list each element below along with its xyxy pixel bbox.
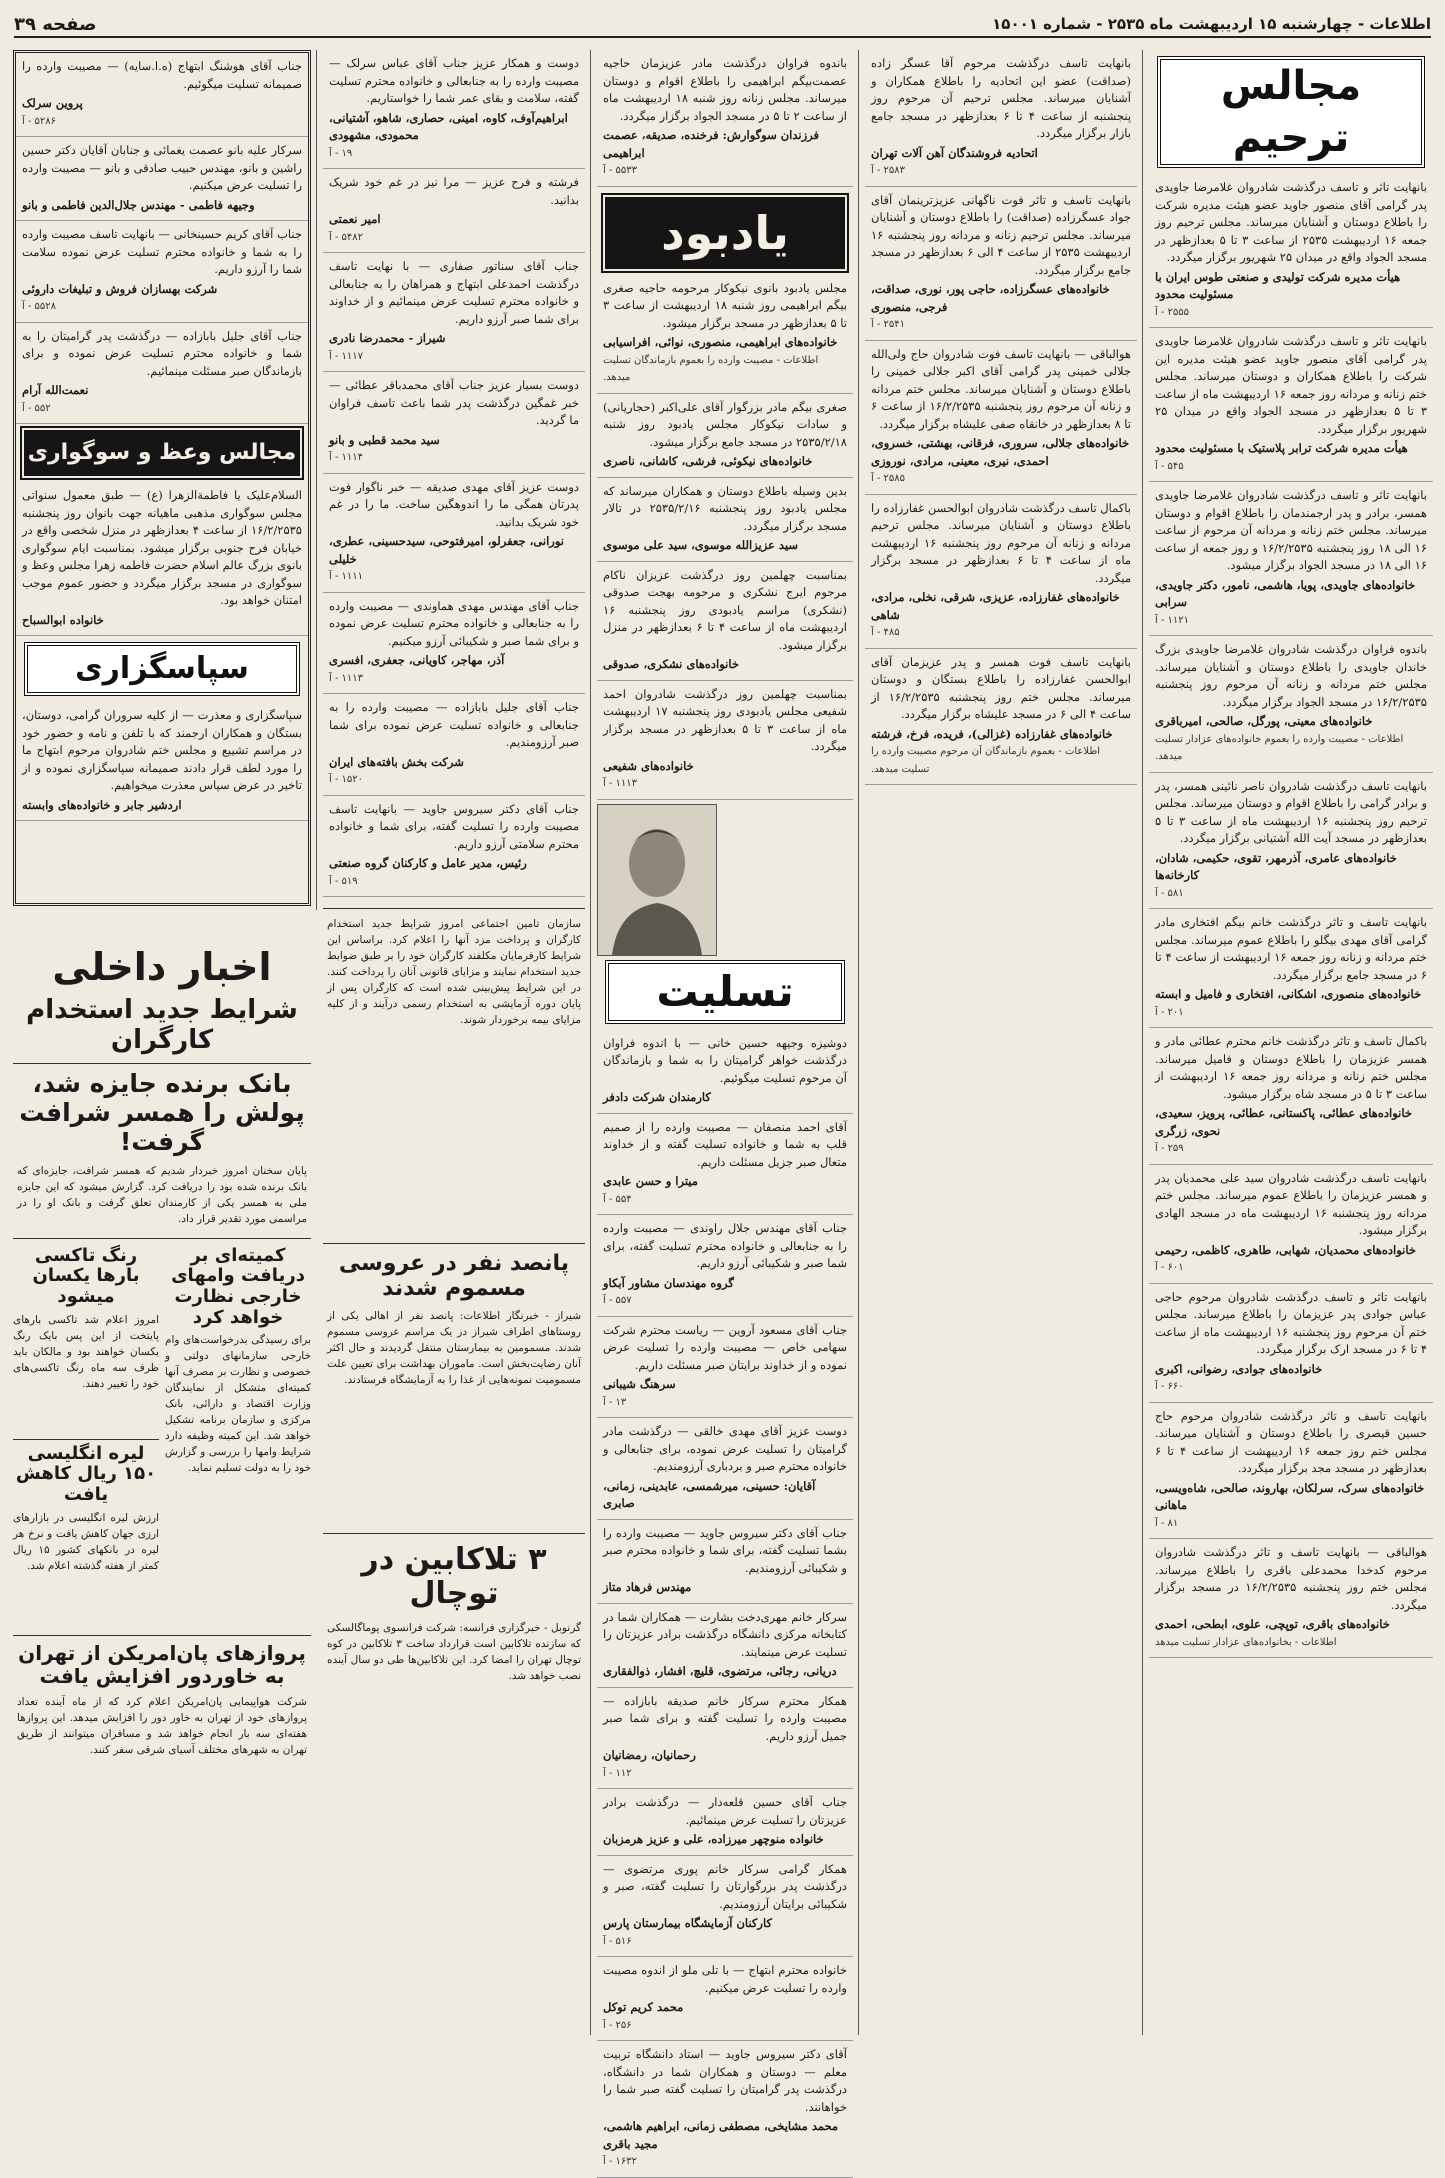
notice-code: ۲۵۸۳ - آ <box>871 165 905 176</box>
notice-code: ۵۵۷ - آ <box>603 1295 632 1306</box>
yadbood-list <box>597 275 853 800</box>
notice-text: صغری بیگم مادر بزرگوار آقای علی‌اکبر (حجاریانی) و سادات نیکوکار مجلس یادبود روز شنبه ۲۵۳۵/۲/۱۸ در مسجد جامع برگزار میشود. <box>603 399 847 449</box>
notice-text: بدین وسیله باطلاع دوستان و همکاران میرساند که مجلس یادبود روز پنجشنبه ۲۵۳۵/۲/۱۶ در تالار مسجد برگزار میگردد. <box>603 483 847 533</box>
rang-news: رنگ تاکسی بارها یکسان میشود امروز اعلام شد تاکسی بارهای پایتخت از این پس بایک رنگ یکسان خواهند بود و مالکان باید ظرف سه ماه رنگ تاکسی‌های خود را تغییر دهند. لیره انگلیسی ۱۵۰ ریال کاهش یافت ارزش لیره انگلیسی در بازارهای ارزی جهان کاهش یافت و نرخ هر لیره در بانکهای کشور ۱۵ ریال کمتر از هفته گذشته اعلام شد. <box>13 1244 159 1572</box>
notice-text: بانهایت تاثر و تاسف درگذشت شادروان غلامرضا جاویدی پدر گرامی آقای منصور جاوید عضو هیئت مدیره شرکت را باطلاع دوستان و آشنایان میرساند. مجلس ترحیم روز جمعه ۱۶ اردیبهشت ۲۵۳۵ از ساعت ۳ تا ۵ بعدازظهر در مسجد الجواد واقع در میدان ۲۵ شهریور برگزار میگردد. <box>1155 180 1427 264</box>
masthead-date-issue: اطلاعات - چهارشنبه ۱۵ اردیبهشت ماه ۲۵۳۵ - شماره ۱۵۰۰۱ <box>992 15 1431 33</box>
condolence-notice <box>597 1688 853 1790</box>
memorial-notice <box>597 562 853 681</box>
obituary-notice <box>865 341 1137 495</box>
notice-text: جناب آقای جلیل بابازاده — درگذشت پدر گرامیتان را به شما و خانواده محترم تسلیت عرض نموده و برای بازماندگان صبر مسئلت مینمائیم. <box>22 328 302 378</box>
notice-signature: وجیهه فاطمی - مهندس جلال‌الدین فاطمی و بانو <box>22 197 255 212</box>
notice-text: آقای دکتر سیروس جاوید — استاد دانشگاه تربیت معلم — دوستان و همکاران شما در دانشگاه، درگذشت پدر گرامیتان را تسلیت گفته صبر شما را خواهانند. <box>603 2047 847 2114</box>
notice-signature: خانواده‌های نشکری، صدوقی <box>603 657 739 671</box>
notice-signature: امیر نعمتی <box>329 212 381 226</box>
notice-text: بانهایت تاسف درگذشت مرحوم آقا عسگر زاده (صداقت) عضو این اتحادیه را باطلاع همکاران و آشنایان میرساند. مجلس ترحیم آن مرحوم روز پنجشنبه از ساعت ۴ تا ۶ بعدازظهر در مسجد جامع بازار برگزار میگردد. <box>871 56 1132 140</box>
notice-signature: گروه مهندسان مشاور آبکاو <box>603 1275 734 1290</box>
condolence-notice <box>323 372 585 474</box>
notice-text: جناب آقای حسین قلعه‌دار — درگذشت برادر عزیزتان را تسلیت عرض مینمائیم. <box>603 1795 847 1827</box>
condolence-notice <box>597 1114 853 1216</box>
condolence-notice <box>597 1604 853 1688</box>
notice-text: جناب آقای دکتر سیروس جاوید — مصیبت وارده را بشما تسلیت گفته، برای شما و خانواده محترم صبر و شکیبائی آرزومندیم. <box>603 1525 847 1575</box>
notice-signature: خانواده‌های غفارزاده (غزالی)، فریده، فرخ، فرشته <box>871 726 1113 741</box>
notice-code: ۵۸۱ - آ <box>1155 887 1184 899</box>
notice-code: ۵۱۶ - آ <box>603 1935 632 1947</box>
notice-text: بانهایت تاسف فوت همسر و پدر عزیزمان آقای ابوالحسن غفارزاده را باطلاع بستگان و دوستان میرساند. مجلس ختم روز پنجشنبه ۱۶/۲/۲۵۳۵ از ساعت ۴ الی ۶ در مسجد علیشاه برگزار میگردد. <box>871 654 1131 721</box>
obituary-notice <box>1149 328 1433 482</box>
notice-text: همکار محترم سرکار خانم صدیقه بابازاده — مصیبت وارده را تسلیت گفته و برای شما صبر جمیل آرزو داریم. <box>603 1693 847 1743</box>
notice-signature: خانواده‌های غفارزاده، عزیزی، شرقی، نخلی، مرادی، شاهی <box>871 590 1120 622</box>
notice-text: بانهایت تاسف و تاثر درگذشت خانم بیگم افتخاری مادر گرامی آقای مهدی بیگلو را باطلاع عموم میرساند. مجلس ختم مردانه و زنانه روز جمعه ۱۶ اردیبهشت از ساعت ۴ تا ۶ در مسجد جامع برگزار میگردد. <box>1155 915 1427 982</box>
obituary-notice <box>1149 1028 1433 1165</box>
parvaz-headline: پروازهای پان‌امریکن از تهران به خاوردور افزایش یافت <box>18 1641 306 1689</box>
masthead <box>14 12 1431 38</box>
obituary-notice <box>1149 1539 1433 1658</box>
notice-text: جناب آقای مهندس مهدی هماوندی — مصیبت وارده را به جنابعالی و خانواده محترم تسلیت عرض نموده و برای شما صبر و شکیبائی آرزو میکنیم. <box>329 598 579 648</box>
page-number: صفحه ۳۹ <box>14 13 97 35</box>
notice-text: سرکار خانم مهری‌دخت بشارت — همکاران شما در کتابخانه مرکزی دانشگاه درگذشت برادر عزیزتان را تسلیت عرض مینمایند. <box>603 1609 847 1659</box>
condolence-notice <box>323 593 585 695</box>
notice-code: ۱۳ - آ <box>603 1396 627 1408</box>
pansad-body: شیراز - خبرنگار اطلاعات: پانصد نفر از اهالی یکی از روستاهای اطراف شیراز در یک مراسم عروسی مسموم شدند. مسمومین به بیمارستان منتقل گردیدند و حال اکثر آنان رضایت‌بخش است. ماموران بهداشت برای تعیین علت مسمومیت نمونه‌هایی از غذا را به آزمایشگاه فرستادند. <box>327 1309 581 1386</box>
obituary-notice <box>1149 773 1433 910</box>
notice-code: ۱۱۲۱ - آ <box>1155 614 1189 626</box>
column-5 <box>13 50 311 2035</box>
condolence-notice <box>16 221 308 323</box>
notice-signature: خانواده‌های نیکوئی، فرشی، کاشانی، ناصری <box>603 454 813 468</box>
notice-code: ۵۵۲ - آ <box>22 402 51 414</box>
sepasgozari-banner: سپاسگزاری <box>24 642 300 696</box>
notice-signature: سرهنگ شیبانی <box>603 1377 676 1391</box>
notice-text: بمناسبت چهلمین روز درگذشت عزیزان ناکام مرحوم ایرج نشکری و مرحومه بهجت صدوقی (نشکری) مراسم یادبودی روز پنجشنبه ۱۶ اردیبهشت ماه از ساعت ۴ تا ۶ بعدازظهر در منزل برگزار میشود. <box>603 567 848 652</box>
notice-signature: مهندس فرهاد متاز <box>603 1580 692 1594</box>
obituary-notice <box>1149 1284 1433 1403</box>
notice-text: مجلس یادبود بانوی نیکوکار مرحومه حاجیه صغری بیگم ابراهیمی روز شنبه ۱۸ اردیبهشت از ساعت ۳ تا ۵ بعدازظهر در مسجد برگزار میشود. <box>603 280 848 330</box>
notice-signature: خانواده‌های جاویدی، پویا، هاشمی، نامور، دکتر جاویدی، سرابی <box>1155 577 1416 609</box>
notice-text: هوالباقی — بانهایت تاسف و تاثر درگذشت شادروان مرحوم کدخدا محمدعلی باقری را باطلاع میرساند. مجلس ختم روز پنجشنبه ۱۶/۲/۲۵۳۵ در مسجد برگزار میگردد. <box>1155 1545 1428 1612</box>
notice-text: بانهایت تاسف درگذشت شادروان سید علی محمدیان پدر و همسر عزیزمان را باطلاع عموم میرساند. مجلس ختم مردانه روز پنجشنبه ۱۶ اردیبهشت ماه در مسجد الهادی برگزار میشود. <box>1155 1170 1427 1237</box>
obituary-notice <box>865 495 1137 649</box>
parvaz-body: شرکت هواپیمایی پان‌امریکن اعلام کرد که از ماه آینده تعداد پروازهای خود از تهران به خاور دور را افزایش میدهد. این پروازها هفته‌ای سه بار انجام خواهد شد و مسافران میتوانند از طریق تهران به شهرهای مختلف آسیای شرقی سفر کنند. <box>17 1696 307 1757</box>
column-1 <box>1149 50 1433 2035</box>
condolence-notice <box>597 1418 853 1520</box>
notice-text: بمناسبت چهلمین روز درگذشت شادروان احمد شفیعی مجلس یادبودی روز پنجشنبه ۱۷ اردیبهشت ماه از ساعت ۳ تا ۵ بعدازظهر در مسجد برگزار میگردد. <box>603 686 848 753</box>
notice-text: سرکار علیه بانو عصمت یغمائی و جنابان آقایان دکتر حسین راشین و بانو، مهندس حبیب صادقی و بانو — مصیبت وارده را تسلیت عرض میکنیم. <box>22 143 302 192</box>
notice-code: ۱۱۱۳ - آ <box>603 778 637 789</box>
notice-signature: خانواده‌های منصوری، اشکانی، افتخاری و فامیل و ابسته <box>1155 987 1422 1001</box>
notice-signature: اتحادیه فروشندگان آهن آلات تهران <box>871 145 1038 160</box>
notice-code: ۲۵۶ - آ <box>603 2019 632 2031</box>
memorial-notice <box>597 275 853 394</box>
notice-signature: نعمت‌الله آرام <box>22 383 89 397</box>
notice-text: باکمال تاسف و تاثر درگذشت خانم محترم عطائی مادر و همسر عزیزمان را باطلاع دوستان و فامیل میرساند. مجلس ختم زنانه و مردانه روز جمعه ۱۶ اردیبهشت از ساعت ۳ تا ۵ در مسجد شاه برگزار میشود. <box>1155 1034 1427 1101</box>
notice-code: ۵۴۵ - آ <box>1155 460 1184 472</box>
notice-code: ۵۵۴ - آ <box>603 1193 632 1205</box>
obituary-notice <box>1149 636 1433 773</box>
sepas-notice: سپاسگزاری و معذرت — از کلیه سروران گرامی، دوستان، بستگان و همکاران ارجمند که با تلفن و نامه و حضور خود در مراسم تشییع و مجلس ختم شادروان مرحوم ابتهاج ما را مورد لطف قرار دادند صمیمانه سپاسگزاری نموده و از تاخیر در عرض سپاس معذرت میخواهیم. اردشیر جابر و خانواده‌های وابسته <box>16 702 308 821</box>
notice-signature: خانواده‌های عسگرزاده، حاجی پور، نوری، صداقت، فرجی، منصوری <box>871 282 1110 314</box>
notice-code: ۱۱۲ - آ <box>603 1767 632 1779</box>
notice-text: جناب آقای دکتر سیروس جاوید — بانهایت تاسف مصیبت وارده را تسلیت گفته، برای شما و خانواده محترم سلامتی آرزو داریم. <box>329 801 579 851</box>
pansad-headline: پانصد نفر در عروسی مسموم شدند <box>338 1251 570 1302</box>
obituary-notice <box>1149 482 1433 636</box>
obituary-notice <box>865 50 1137 187</box>
condolence-notice <box>323 50 585 169</box>
bank-headline: بانک برنده جایزه شد، پولش را همسر شرافت گرفت! <box>19 1069 305 1156</box>
notice-text: دوست عزیز آقای مهدی خالقی — درگذشت مادر گرامیتان را تسلیت عرض نموده، برای جنابعالی و خانواده محترم صبر و بردباری آرزومندیم. <box>603 1424 847 1473</box>
notice-code: ۱۱۱۱ - آ <box>329 571 363 582</box>
notice-code: ۲۵۴۱ - آ <box>871 319 905 330</box>
notice-signature: خانواده‌های عطائی، پاکستانی، عطائی، پرویز، سعیدی، نحوی، زرگری <box>1155 1106 1412 1138</box>
condolence-notice <box>16 323 308 425</box>
condolence-notice <box>597 2041 853 2178</box>
notice-code: ۱۶۳۲ - آ <box>603 2156 637 2167</box>
memorial-notice <box>597 394 853 478</box>
notice-signature: خانواده‌های معینی، پورگل، صالحی، امیرباقری <box>1155 714 1373 728</box>
notice-signature: خانواده‌های محمدیان، شهابی، طاهری، کاظمی، رحیمی <box>1155 1242 1416 1257</box>
condolence-notice <box>323 796 585 898</box>
notice-code: اطلاعات - مصیبت وارده را بعموم خانواده‌های عزادار تسلیت میدهد. <box>1155 733 1404 762</box>
hiring-headline: شرایط جدید استخدام کارگران <box>26 994 298 1055</box>
condolence-notice <box>323 694 585 796</box>
notice-text: بانهایت تاثر و تاسف درگذشت شادروان غلامرضا جاویدی همسر، برادر و پدر ارجمندمان را باطلاع اقوام و دوستان میرساند. مجلس ختم زنانه و مردانه آن مرحوم از ساعت ۱۶ الی ۱۸ روز پنجشنبه ۱۶/۲/۲۵۳۵ و روز جمعه از ساعت ۱۶ الی ۱۸ در مسجد الجواد برگزار میشود. <box>1155 488 1427 572</box>
notice-text: بانهایت تاسف درگذشت شادروان ناصر نائینی همسر، پدر و برادر گرامی را باطلاع اقوام و دوستان میرساند. مجلس ترحیم روز پنجشنبه ۱۶ اردیبهشت ماه از ساعت ۳ تا ۵ بعدازظهر در مسجد آیت الله آشتیانی برگزار میگردد. <box>1155 778 1427 845</box>
notice-code: ۱۱۱۷ - آ <box>329 350 363 362</box>
obituary-notice <box>865 187 1137 341</box>
notice-code: ۲۵۸۵ - آ <box>871 473 905 484</box>
portrait-image <box>598 805 716 955</box>
notice-signature: محمد کریم توکل <box>603 2000 684 2014</box>
yadbood-banner: یادبود <box>605 197 845 269</box>
notice-signature: خانواده منوچهر میرزاده، علی و عزیز هرمزبان <box>603 1832 824 1846</box>
vaz-banner: مجالس وعظ و سوگواری <box>24 430 300 476</box>
notice-code: ۱۹ - آ <box>329 147 353 159</box>
notice-signature: هیأت مدیره شرکت ترابر پلاستیک با مسئولیت محدود <box>1155 441 1408 455</box>
column-2 <box>865 50 1137 2035</box>
notice-text: جناب آقای سناتور صفاری — با نهایت تاسف درگذشت احمدعلی ابتهاج و همراهان را به جنابعالی و خانواده محترم تسلیت عرض مینمائیم و از خداوند برای شما صبر آرزو داریم. <box>329 259 579 326</box>
notice-text: جناب آقای مهندس جلال راوندی — مصیبت وارده را به جنابعالی و خانواده محترم تسلیت گفته، برای شما صبر و شکیبائی آرزو داریم. <box>603 1221 847 1270</box>
notice-text: بانهایت تاسف و تاثر فوت ناگهانی عزیزترینمان آقای جواد عسگرزاده (صداقت) را باطلاع دوستان و آشنایان میرساند. مجلس ترحیم زنانه و مردانه روز پنجشنبه ۱۶ اردیبهشت ۲۵۳۵ از ساعت ۴ الی ۶ بعدازظهر در مسجد جامع برگزار میگردد. <box>871 192 1131 277</box>
notice-code: ۱۵۲۰ - آ <box>329 774 363 785</box>
obituary-notice <box>1149 1165 1433 1284</box>
notice-text: جناب آقای جلیل بابازاده — مصیبت وارده را به جنابعالی و خانواده تسلیت عرض نموده برای شما صبر آرزومندیم. <box>329 700 579 749</box>
memorial-notice <box>597 681 853 800</box>
notice-signature: آذر، مهاجر، کاویانی، جعفری، افسری <box>329 653 505 667</box>
notice-code: ۱۱۱۴ - آ <box>329 452 363 463</box>
col4-notices <box>323 50 585 905</box>
condolence-notice <box>597 1520 853 1604</box>
notice-text: دوست بسیار عزیز جناب آقای محمدباقر عطائی — خبر غمگین درگذشت پدر شما باعث تاسف فراوان ما گردید. <box>329 378 579 427</box>
condolence-notice <box>323 169 585 253</box>
column-3 <box>597 50 853 2167</box>
memorial-notice <box>597 478 853 562</box>
akhbar-dakheli-title: اخبار داخلی <box>52 945 272 989</box>
lower-news-row <box>13 1242 311 1633</box>
notice-signature: محمد مشایخی، مصطفی زمانی، ابراهیم هاشمی، مجید باقری <box>603 2119 839 2151</box>
notice-signature: آقایان: حسینی، میرشمسی، عابدینی، زمانی، صابری <box>603 1478 816 1510</box>
notice-code: اطلاعات - بعموم بازماندگان آن مرحوم مصیبت وارده را تسلیت میدهد. <box>871 746 1101 775</box>
notice-text: همکار گرامی سرکار خانم پوری مرتضوی — درگذشت پدر بزرگوارتان را تسلیت گفته، صبر و شکیبائی برایتان آرزومندیم. <box>603 1861 847 1911</box>
condolence-notice <box>597 1957 853 2041</box>
notice-signature: ابراهیم‌آوف، کاوه، امینی، حصاری، شاهو، آشتیانی، محمودی، مشهودی <box>329 110 568 142</box>
condolence-notice <box>597 1215 853 1317</box>
column-4 <box>323 50 585 2035</box>
condolence-notice <box>597 1317 853 1419</box>
condolence-notice <box>323 474 585 593</box>
notice-text: باکمال تاسف درگذشت شادروان ابوالحسن غفارزاده را باطلاع دوستان و آشنایان میرساند. مجلس ترحیم مردانه و زنانه آن مرحوم روز پنجشنبه ۱۶ اردیبهشت ماه از ساعت ۴ تا ۶ بعدازظهر در مسجد برگزار میگردد. <box>871 500 1132 585</box>
notice-signature: سید محمد قطبی و بانو <box>329 432 440 447</box>
bank-body: پایان سخنان امروز خبردار شدیم که همسر شرافت، جایزه‌ای که بانک برنده شده بود را دریافت کرد. گزارش میشود که این جایزه ملی به همسر یکی از کارمندان تعلق گرفت و بانک او را در مراسمی مورد تقدیر قرار داد. <box>17 1164 307 1225</box>
notice-signature: کارمندان شرکت دادفر <box>603 1090 711 1104</box>
notice-text: جناب آقای هوشنگ ابتهاج (ه.ا.سایه) — مصیبت وارده را صمیمانه تسلیت میگوئیم. <box>22 59 302 91</box>
notice-code: اطلاعات - بخانواده‌های عزادار تسلیت میدهد <box>1155 1636 1337 1648</box>
talabin-headline: ۳ تلاکابین در توچال <box>361 1541 547 1612</box>
notice-text: فرشته و فرح عزیز — مرا نیز در غم خود شریک بدانید. <box>329 175 579 207</box>
notice-signature: شرکت بهسازان فروش و تبلیغات داروئی <box>22 281 218 296</box>
obituary-notice <box>1149 1403 1433 1540</box>
notice-signature: سید عزیزالله موسوی، سید علی موسوی <box>603 538 799 552</box>
notice-text: بانهایت تاسف و تاثر درگذشت شادروان مرحوم حاج حسین قیصری را باطلاع دوستان و آشنایان میرساند. مجلس ختم روز جمعه ۱۶ اردیبهشت از ساعت ۴ تا ۶ بعدازظهر در مسجد مجد برگزار میگردد. <box>1155 1408 1427 1475</box>
left-framed-box <box>13 50 311 906</box>
notice-signature: هیأت مدیره شرکت تولیدی و صنعتی طوس ایران با مسئولیت محدود <box>1155 269 1401 301</box>
notice-signature: خانواده‌های جوادی، رضوانی، اکبری <box>1155 1361 1323 1376</box>
notice-code: ۶۰۱ - آ <box>1155 1262 1184 1273</box>
notice-text: باندوه فراوان درگذشت شادروان غلامرضا جاویدی بزرگ خاندان جاویدی را باطلاع دوستان و آشنایان میرساند. مجلس ختم مردانه و زنانه آن مرحوم روز پنجشنبه ۱۶/۲/۲۵۳۵ در مسجد الجواد برگزار میگردد. <box>1155 642 1427 709</box>
notice-code: ۱۱۱۳ - آ <box>329 672 363 684</box>
condolence-notice <box>597 1789 853 1856</box>
notice-code: ۵۲۸۶ - آ <box>22 115 56 127</box>
notice-code: ۵۵۲۸ - آ <box>22 301 56 312</box>
notice-signature: خانواده‌های ابراهیمی، منصوری، نوائی، افراسیابی <box>603 335 838 349</box>
notice-code: ۵۱۹ - آ <box>329 875 358 887</box>
notice-signature: خانواده‌های جلالی، سروری، فرقانی، بهشتی، خسروی، احمدی، نیری، معینی، مرادی، نوروزی <box>871 436 1130 468</box>
notice-code: اطلاعات - مصیبت وارده را بعموم بازماندگان تسلیت میدهد. <box>603 354 819 383</box>
notice-signature: میترا و حسن عابدی <box>603 1174 698 1188</box>
notice-signature: پروین سرلک <box>22 96 83 110</box>
notice-signature: رحمانیان، رمضانیان <box>603 1748 696 1762</box>
talabin-body: گرنوبل - خبرگزاری فرانسه: شرکت فرانسوی پوما‌گالسکی که سازنده تلاکابین است قرارداد ساخت ۳ تلاکابین در کوه توچال تهران را امضا کرد. این تلاکابین‌ها طی دو سال آینده نصب خواهد شد. <box>327 1621 581 1682</box>
obituary-notice <box>1149 909 1433 1028</box>
notice-code: ۵۴۸۲ - آ <box>329 231 363 243</box>
condolence-notice <box>16 53 308 137</box>
notice-text: خانواده محترم ابتهاج — با تلی ملو از اندوه مصیبت وارده را تسلیت عرض میکنیم. <box>603 1963 847 1995</box>
notice-code: ۶۶۰ - آ <box>1155 1381 1184 1392</box>
tasliat-list <box>597 1030 853 2178</box>
col5-top-notices <box>16 53 308 424</box>
notice-text: بانهایت تاثر و تاسف درگذشت شادروان غلامرضا جاویدی پدر گرامی آقای منصور جاوید عضو هیئت مدیره این شرکت را باطلاع همکاران و دوستان میرساند. مجلس ختم زنانه و مردانه روز جمعه ۱۶ اردیبهشت ماه از ساعت ۳ تا ۵ بعدازظهر در مسجد الجواد واقع در میدان ۲۵ شهریور برگزار میگردد. <box>1155 334 1428 436</box>
notice-signature: نورانی، جعفرلو، امیرفتوحی، سیدحسینی، عطری، خلیلی <box>329 534 564 566</box>
obituary-notice <box>1149 174 1433 328</box>
majales-tarhim-banner: مجالس ترحیم <box>1157 56 1425 168</box>
notice-code: ۴۸۵ - آ <box>871 627 900 638</box>
condolence-notice <box>16 137 308 221</box>
vaz-notice: السلام‌علیک یا فاطمة‌الزهرا (ع) — طبق معمول سنواتی مجلس سوگواری مذهبی ماهیانه جهت بانوان روز پنجشنبه ۱۶/۲/۲۵۳۵ از ساعت ۴ بعدازظهر در منزل شخصی واقع در خیابان فرح جنوبی برگزار میشود. بمناسبت ایام سوگواری بانوی بزرگ عالم اسلام حضرت فاطمه زهرا مجلس وعظ و سوگواری در مسجد برگزار میگردد و حضور عموم موجب امتنان خواهد بود. خانواده ابوالسباح <box>16 482 308 636</box>
notice-signature: خانواده‌های باقری، توپچی، علوی، ابطحی، احمدی <box>1155 1617 1390 1631</box>
notice-code: ۲۰۱ - آ <box>1155 1006 1184 1018</box>
notice-signature: شیراز - محمدرضا نادری <box>329 331 446 345</box>
portrait-photo <box>597 804 717 956</box>
kamite-news: کمیته‌ای بر دریافت وامهای خارجی نظارت خواهد کرد برای رسیدگی بدرخواست‌های وام خارجی سازمانهای دولتی و خصوصی و نظارت بر مصرف آنها کمیته‌ای متشکل از نمایندگان وزارت اقتصاد و دارائی، بانک مرکزی و سازمان برنامه تشکیل خواهد شد. این کمیته وظیفه دارد شرایط وامها را بررسی و گزارش خود را به دولت تسلیم نماید. <box>165 1244 311 1475</box>
notice-code: ۲۵۵۵ - آ <box>1155 306 1189 318</box>
notice-text: جناب آقای کریم حسینخانی — بانهایت تاسف مصیبت وارده را به شما و خانواده محترم تسلیت عرض نموده سلامت شما را آرزو داریم. <box>22 227 302 276</box>
notice-text: دوست و همکار عزیز جناب آقای عباس سرلک — مصیبت وارده را به جنابعالی و خانواده محترم تسلیت گفته، سلامت و بقای عمر شما را خواستاریم. <box>329 56 579 105</box>
notice-text: دوشیزه وجیهه حسین خانی — با اندوه فراوان درگذشت خواهر گرامیتان را به شما و بازماندگان آن مرحوم تسلیت میگوئیم. <box>603 1035 847 1085</box>
notice-signature: خانواده‌های عامری، آذرمهر، تقوی، حکیمی، شادان، کارخانه‌ها <box>1155 850 1397 882</box>
news-hiring-body: سازمان تامین اجتماعی امروز شرایط جدید استخدام کارگران و پرداخت مزد آنها را اعلام کرد. براساس این شرایط کارفرمایان مکلفند کارگران خود را بر طبق ضوابط جدید استخدام نمایند و مزایای قانونی آنان را پرداخت کنند. در این شرایط پیش‌بینی شده است که کارگران پس از پایان دوره آزمایشی به استخدام رسمی درآیند و از کلیه مزایای بیمه برخوردار شوند. <box>327 918 581 1026</box>
notice-code: ۸۱ - آ <box>1155 1517 1179 1529</box>
notice-signature: خانواده‌های شفیعی <box>603 758 694 773</box>
condolence-notice <box>597 1030 853 1114</box>
tasliat-banner: تسلیت <box>605 960 845 1024</box>
notice-text: دوست عزیز آقای مهدی صدیقه — خبر ناگوار فوت پدرتان همگی ما را اندوهگین ساخت. ما را در غم خود شریک بدانید. <box>329 479 579 529</box>
condolence-notice <box>323 253 585 372</box>
notice-signature: خانواده‌های سرک، سرلکان، بهاروند، صالحی، شاه‌ویسی، ماهانی <box>1155 1480 1425 1512</box>
notice-signature: شرکت بخش بافته‌های ایران <box>329 754 464 769</box>
condolence-notice <box>597 1856 853 1958</box>
intro-notice: باندوه فراوان درگذشت مادر عزیزمان حاجیه عصمت‌بیگم ابراهیمی را باطلاع اقوام و دوستان میرساند. مجلس زنانه روز شنبه ۱۸ اردیبهشت ماه از ساعت ۲ تا ۵ در مسجد الجواد برگزار میگردد. فرزندان سوگوارش: فرخنده، صدیقه، عصمت ابراهیمی ۵۵۳۳ - آ <box>597 50 853 187</box>
notice-signature: کارکنان آزمایشگاه بیمارستان پارس <box>603 1916 772 1930</box>
notice-text: آقای احمد منصفان — مصیبت وارده را از صمیم قلب به شما و خانواده تسلیت گفته و از خداوند متعال صبر جزیل مسئلت داریم. <box>603 1119 847 1169</box>
notice-text: بانهایت تاثر و تاسف درگذشت شادروان مرحوم حاجی عباس جوادی پدر عزیزمان را باطلاع میرساند. مجلس ختم آن مرحوم روز پنجشنبه ۱۶ اردیبهشت ماه از ساعت ۴ تا ۶ در مسجد ارک برگزار میگردد. <box>1155 1289 1428 1356</box>
notice-code: ۲۵۹ - آ <box>1155 1143 1184 1154</box>
obituary-notice <box>865 649 1137 786</box>
notice-text: جناب آقای مسعود آروین — ریاست محترم شرکت سهامی خاص — مصیبت وارده را تسلیت عرض نموده و از خداوند برایتان صبر مسئلت داریم. <box>603 1322 847 1372</box>
notice-text: هوالباقی — بانهایت تاسف فوت شادروان حاج ولی‌الله جلالی خمینی پدر گرامی آقای اکبر جلالی خمینی را باطلاع دوستان و آشنایان میرساند. مجلس ختم مردانه و زنانه آن مرحوم روز پنجشنبه ۱۶/۲/۲۵۳۵ از ساعت ۶ تا ۸ بعدازظهر در خانقاه صفی علیشاه برگزار میگردد. <box>871 346 1132 431</box>
notice-signature: دریانی، رجائی، مرتضوی، قلیچ، افشار، ذوالفقاری <box>603 1664 837 1678</box>
notice-signature: رئیس، مدیر عامل و کارکنان گروه صنعتی <box>329 856 527 870</box>
